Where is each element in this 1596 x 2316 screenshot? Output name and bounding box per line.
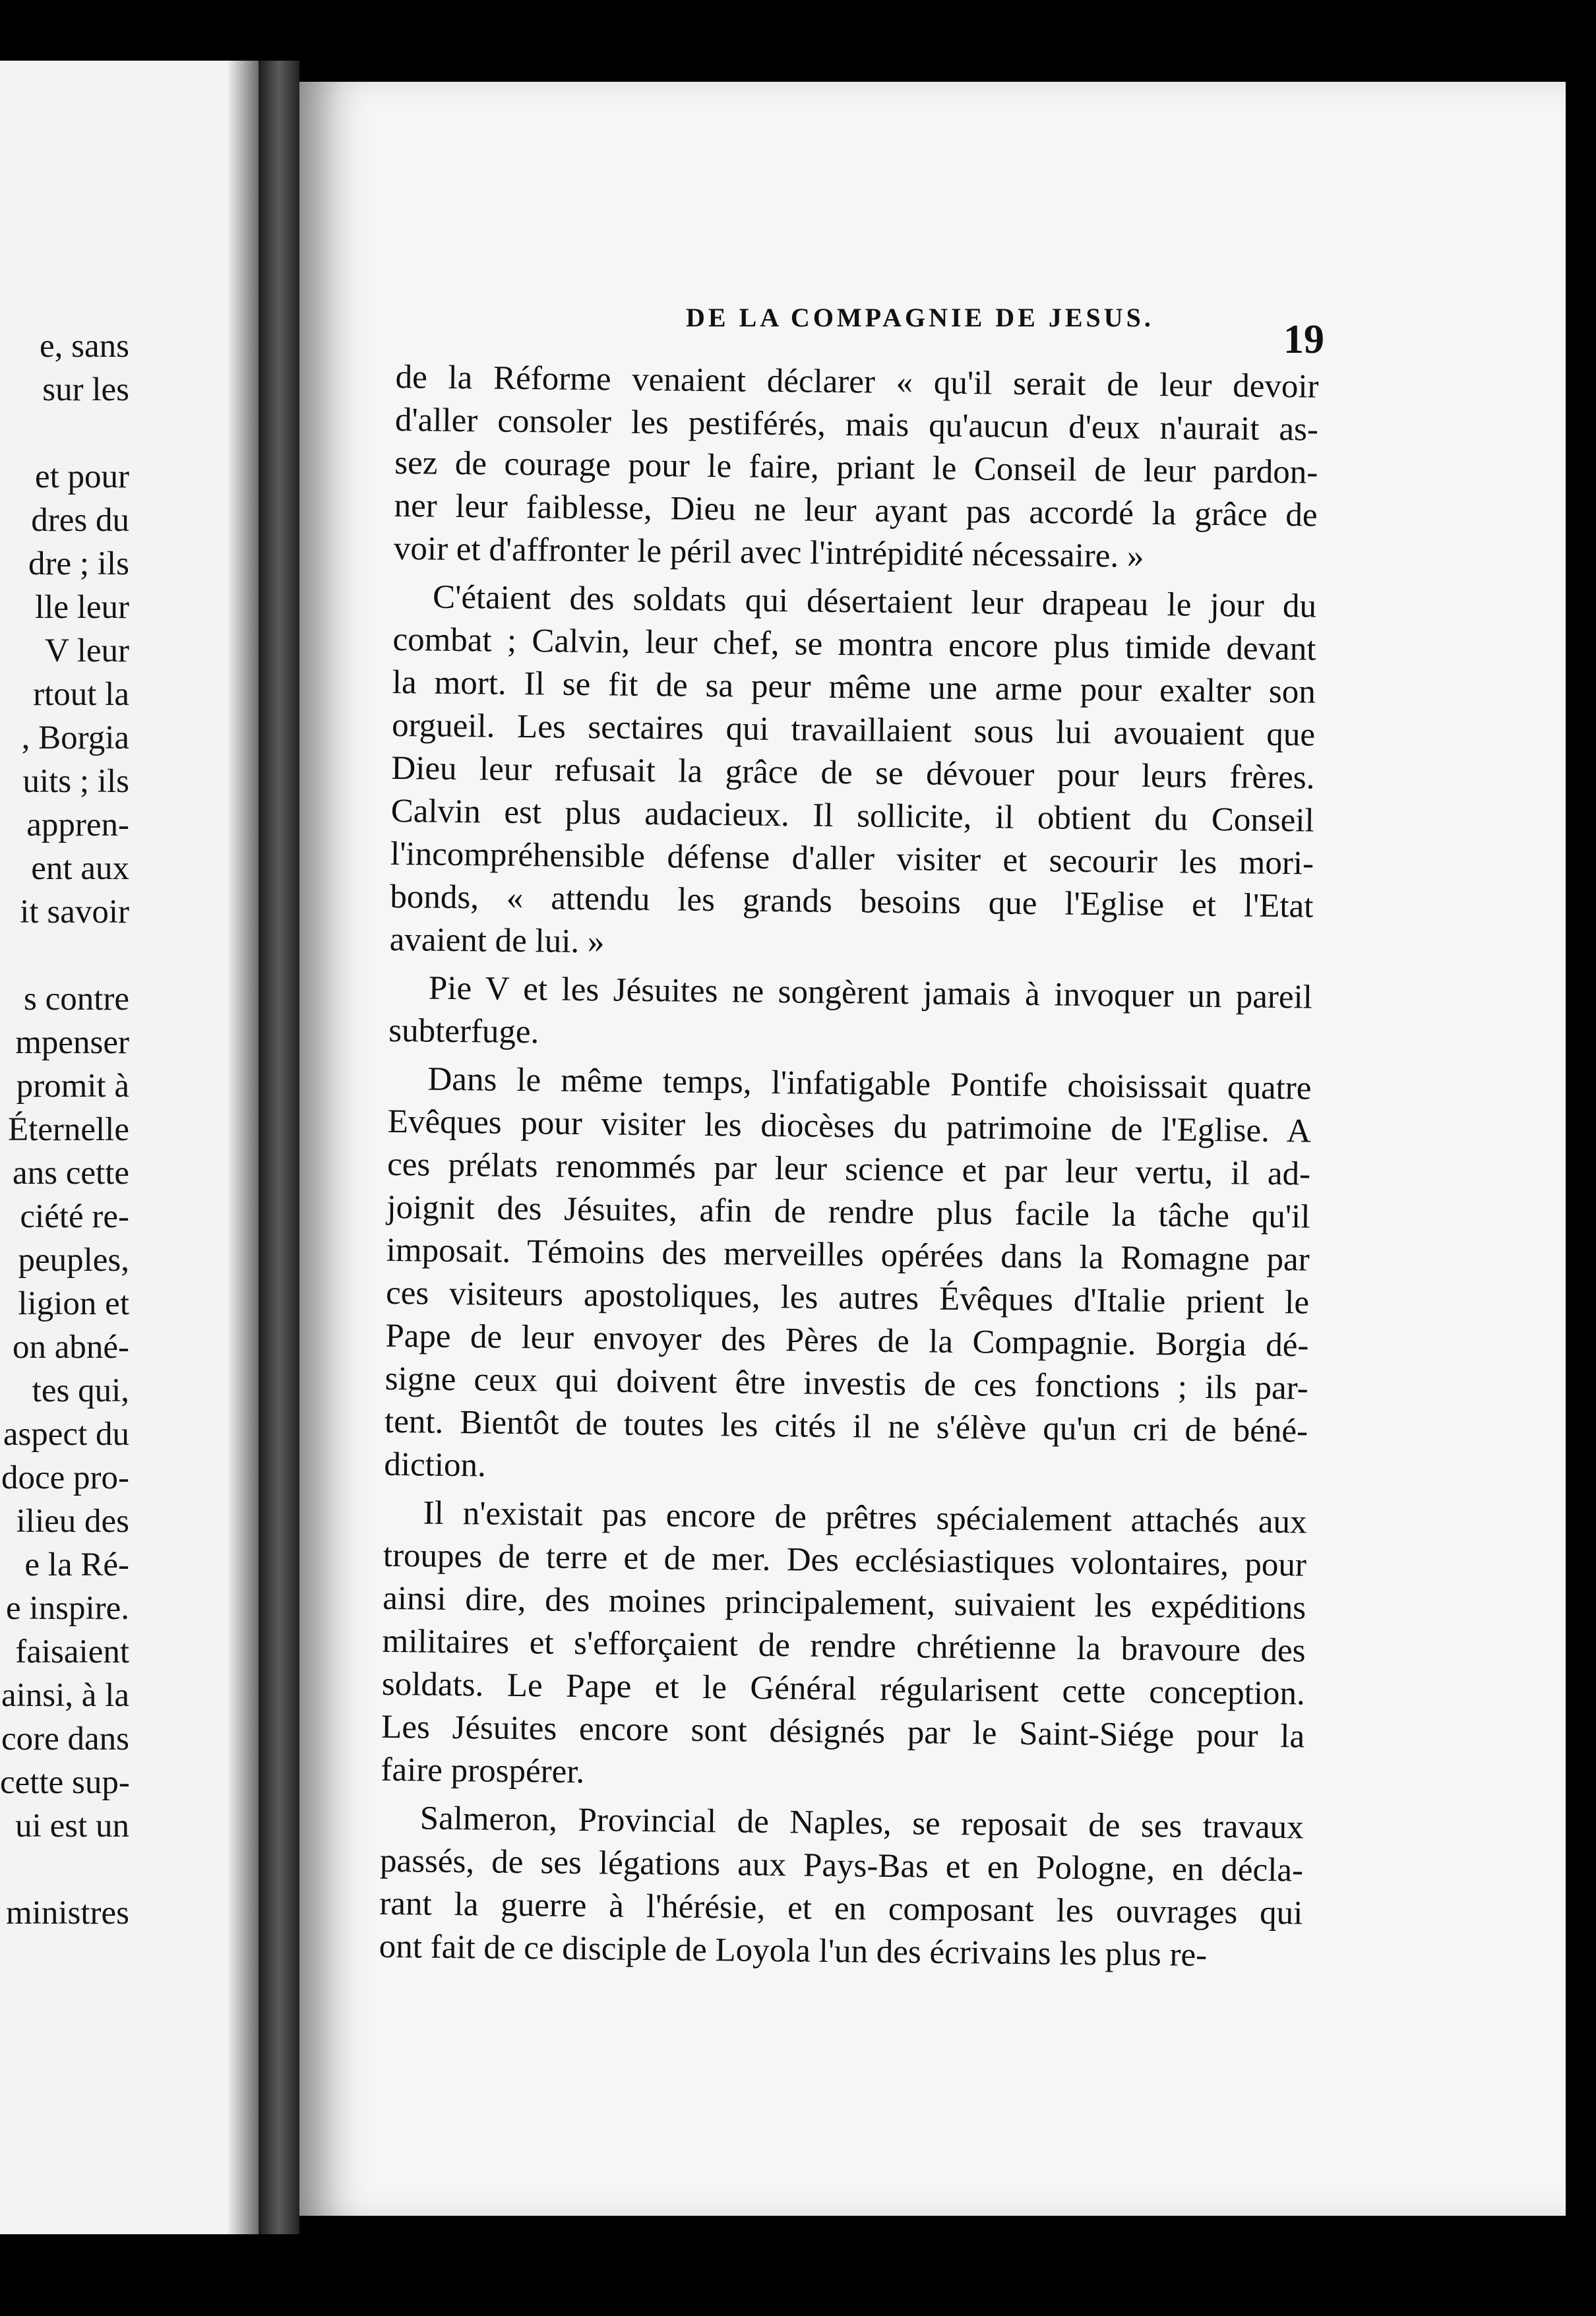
left-page-line: core dans (1, 1721, 129, 1757)
paragraph (388, 967, 1312, 1062)
book-gutter (259, 61, 299, 2234)
text-line: avaient de lui. » (389, 921, 605, 961)
left-page-line: , Borgia (21, 719, 129, 756)
left-page-line: ui est un (15, 1808, 129, 1844)
left-page-line: ciété re- (20, 1198, 129, 1235)
text-line: diction. (384, 1446, 487, 1484)
paragraph (381, 1492, 1307, 1802)
text-line: passés, de ses légations aux Pays-Bas et en Pologne, en décla- (379, 1842, 1304, 1889)
text-line: ainsi dire, des moines principalement, suivaient les expéditions (382, 1579, 1306, 1627)
text-line: Salmeron, Provincial de Naples, se reposait de ses travaux (419, 1800, 1304, 1846)
text-line: orgueil. Les sectaires qui travaillaient sous lui avouaient que (391, 706, 1316, 754)
text-line: de la Réforme venaient déclarer « qu'il serait de leur devoir (395, 358, 1319, 406)
left-page-line: uits ; ils (22, 763, 129, 800)
paragraph (394, 356, 1319, 580)
left-page-line: lle leur (34, 589, 129, 626)
text-line: Dans le même temps, l'infatigable Pontife choisissait quatre (427, 1060, 1312, 1107)
text-line: soldats. Le Pape et le Général régularisent cette conception. (381, 1665, 1306, 1713)
text-line: tent. Bientôt de toutes les cités il ne s'élève qu'un cri de béné- (384, 1403, 1308, 1450)
left-page-text (0, 324, 129, 1935)
left-page-line: on abné- (12, 1329, 129, 1366)
page-number: 19 (1283, 317, 1324, 362)
left-page-line (0, 934, 129, 977)
left-page-line (0, 411, 129, 455)
text-line: Il n'existait pas encore de prêtres spécialement attachés aux (423, 1494, 1307, 1541)
left-page-line: rtout la (33, 676, 129, 713)
body-text (379, 356, 1319, 1984)
left-page-line: et pour (34, 458, 129, 495)
text-line: subterfuge. (388, 1012, 539, 1051)
text-line: joignit des Jésuites, afin de rendre plus facile la tâche qu'il (386, 1188, 1310, 1236)
text-line: Les Jésuites encore sont désignés par le Saint-Siége pour la (381, 1708, 1305, 1755)
text-line: rant la guerre à l'hérésie, et en composant les ouvrages qui (379, 1885, 1303, 1932)
left-page-line: promit à (16, 1068, 129, 1105)
text-line: voir et d'affronter le péril avec l'intrépidité nécessaire. » (393, 530, 1144, 575)
left-page-line: e la Ré- (24, 1546, 129, 1583)
left-page-line: aspect du (3, 1416, 129, 1453)
text-line: troupes de terre et de mer. Des ecclésiastiques volontaires, pour (383, 1537, 1307, 1584)
paragraph (379, 1797, 1304, 1978)
left-page-line: ministres (6, 1895, 129, 1932)
left-page-line: tes qui, (32, 1372, 129, 1409)
left-page-line: dre ; ils (28, 545, 129, 582)
text-line: militaires et s'efforçaient de rendre chrétienne la bravoure des (382, 1622, 1306, 1670)
text-line: d'aller consoler les pestiférés, mais qu'aucun d'eux n'aurait as- (394, 401, 1319, 448)
running-header: DE LA COMPAGNIE DE JESUS. (686, 303, 1154, 332)
paragraph (384, 1058, 1312, 1496)
left-page-line: ilieu des (16, 1503, 129, 1540)
paragraph (389, 576, 1316, 971)
left-page-binding-shadow (227, 61, 259, 2234)
left-page-line: Éternelle (7, 1111, 129, 1148)
left-page-line: cette sup- (0, 1764, 130, 1801)
left-page-line: ligion et (18, 1285, 129, 1322)
text-line: C'étaient des soldats qui désertaient leur drapeau le jour du (432, 578, 1317, 625)
left-page-line: faisaient (15, 1633, 129, 1670)
text-line: ces visiteurs apostoliques, les autres Évêques d'Italie prient le (385, 1274, 1310, 1322)
left-page-fragment (0, 61, 260, 2234)
text-line: combat ; Calvin, leur chef, se montra encore plus timide devant (392, 621, 1316, 668)
text-line: ces prélats renommés par leur science et par leur vertu, il ad- (386, 1145, 1311, 1193)
text-line: l'incompréhensible défense d'aller visiter et secourir les mori- (390, 835, 1314, 882)
text-line: sez de courage pour le faire, priant le Conseil de leur pardon- (394, 444, 1318, 491)
left-page-line: s contre (23, 981, 129, 1018)
text-line: Pie V et les Jésuites ne songèrent jamais à invoquer un pareil (428, 969, 1313, 1016)
left-page-line: V leur (45, 632, 129, 669)
left-page-line: it savoir (20, 894, 129, 930)
left-page-line: doce pro- (1, 1459, 129, 1496)
text-line: Evêques pour visiter les diocèses du patrimoine de l'Eglise. A (387, 1103, 1312, 1150)
left-page-line: mpenser (15, 1024, 129, 1061)
left-page-line: ans cette (13, 1155, 129, 1192)
text-line: Dieu leur refusait la grâce de se dévouer pour leurs frères. (391, 749, 1315, 797)
left-page-line: ainsi, à la (1, 1677, 129, 1714)
left-page-line: ent aux (31, 850, 129, 887)
text-line: imposait. Témoins des merveilles opérées dans la Romagne par (386, 1231, 1310, 1279)
left-page-line: dres du (31, 502, 129, 539)
text-line: signe ceux qui doivent être investis de ces fonctions ; ils par- (384, 1360, 1308, 1407)
text-line: faire prospérer. (381, 1751, 585, 1791)
left-page-line: e inspire. (6, 1590, 129, 1627)
text-line: Pape de leur envoyer des Pères de la Compagnie. Borgia dé- (385, 1317, 1309, 1364)
text-line: ner leur faiblesse, Dieu ne leur ayant pas accordé la grâce de (394, 487, 1318, 534)
left-page-line: e, sans (40, 328, 129, 365)
text-line: la mort. Il se fit de sa peur même une arme pour exalter son (392, 663, 1316, 711)
left-page-line: appren- (26, 807, 129, 843)
left-page-line: sur les (42, 371, 129, 408)
text-line: Calvin est plus audacieux. Il sollicite, il obtient du Conseil (390, 792, 1314, 839)
text-line: ont fait de ce disciple de Loyola l'un des écrivains les plus re- (379, 1928, 1208, 1974)
left-page-line: peuples, (18, 1242, 129, 1279)
text-line: bonds, « attendu les grands besoins que l'Eglise et l'Etat (390, 878, 1314, 925)
left-page-line (0, 1848, 129, 1891)
